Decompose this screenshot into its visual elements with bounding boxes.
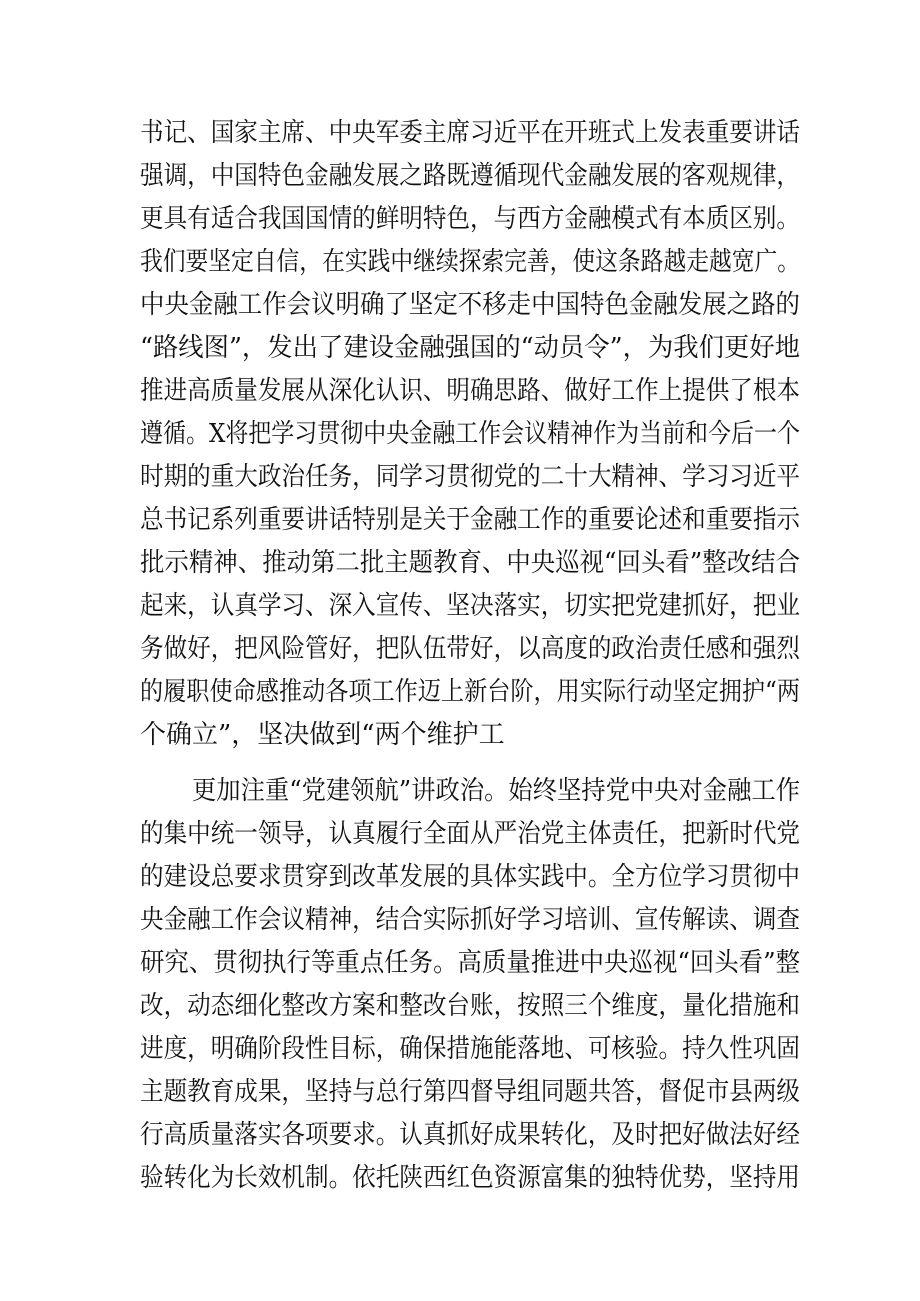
text-line: 务做好，把风险管好，把队伍带好，以高度的政治责任感和强烈 — [140, 634, 800, 664]
text-line: 中央金融工作会议明确了坚定不移走中国特色金融发展之路的 — [140, 290, 800, 320]
text-line: 更具有适合我国国情的鲜明特色，与西方金融模式有本质区别。 — [140, 204, 800, 234]
text-line: 个确立”，坚决做到“两个维护工 — [140, 720, 505, 750]
text-line: 强调，中国特色金融发展之路既遵循现代金融发展的客观规律， — [140, 161, 800, 191]
text-line: 研究、贯彻执行等重点任务。高质量推进中央巡视“回头看”整 — [140, 948, 800, 978]
text-line: 的履职使命感推动各项工作迈上新台阶，用实际行动坚定拥护“两 — [140, 677, 800, 707]
text-line: 我们要坚定自信，在实践中继续探索完善，使这条路越走越宽广。 — [140, 247, 800, 277]
text-line: 的集中统一领导，认真履行全面从严治党主体责任，把新时代党 — [140, 819, 800, 849]
text-line: 时期的重大政治任务，同学习贯彻党的二十大精神、学习习近平 — [140, 462, 800, 492]
text-line: “路线图”，发出了建设金融强国的“动员令”，为我们更好地 — [140, 333, 800, 363]
paragraph-first-line: 更加注重“党建领航”讲政治。始终坚持党中央对金融工作 — [192, 776, 800, 806]
text-line: 验转化为长效机制。依托陕西红色资源富集的独特优势，坚持用 — [140, 1163, 800, 1193]
text-line: 批示精神、推动第二批主题教育、中央巡视“回头看”整改结合 — [140, 548, 800, 578]
text-line: 行高质量落实各项要求。认真抓好成果转化，及时把好做法好经 — [140, 1120, 800, 1150]
text-line: 改，动态细化整改方案和整改台账，按照三个维度，量化措施和 — [140, 991, 800, 1021]
text-line: 书记、国家主席、中央军委主席习近平在开班式上发表重要讲话 — [140, 118, 800, 148]
text-line: 进度，明确阶段性目标，确保措施能落地、可核验。持久性巩固 — [140, 1034, 800, 1064]
text-line: 总书记系列重要讲话特别是关于金融工作的重要论述和重要指示 — [140, 505, 800, 535]
text-line: 起来，认真学习、深入宣传、坚决落实，切实把党建抓好，把业 — [140, 591, 800, 621]
text-line: 主题教育成果，坚持与总行第四督导组同题共答，督促市县两级 — [140, 1077, 800, 1107]
text-line: 央金融工作会议精神，结合实际抓好学习培训、宣传解读、调查 — [140, 905, 800, 935]
text-line: 的建设总要求贯穿到改革发展的具体实践中。全方位学习贯彻中 — [140, 862, 800, 892]
text-line: 遵循。X将把学习贯彻中央金融工作会议精神作为当前和今后一个 — [140, 419, 800, 449]
text-line: 推进高质量发展从深化认识、明确思路、做好工作上提供了根本 — [140, 376, 800, 406]
